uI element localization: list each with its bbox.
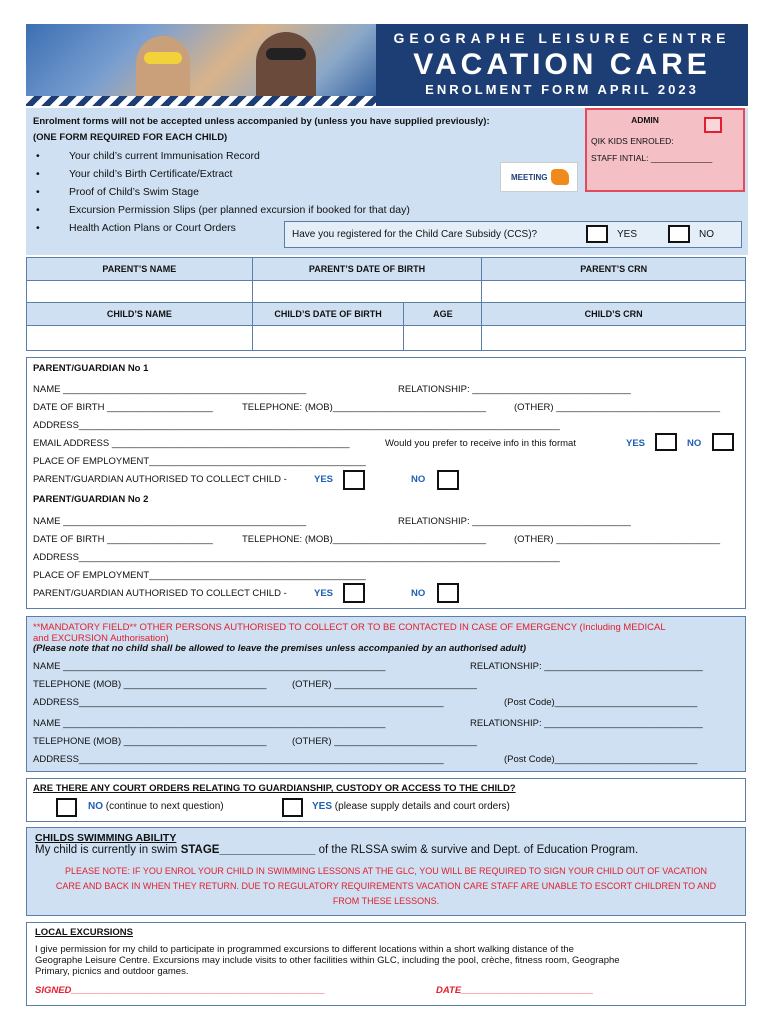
signed-field[interactable]: SIGNED________________________________________________ [35,985,326,996]
requirement-item: • Health Action Plans or Court Orders [69,222,236,234]
requirement-item: • Proof of Child’s Swim Stage [69,186,199,198]
swimming-line-b: of the RLSSA swim & survive and Dept. of Education Program. [318,844,639,856]
requirements-title: Enrolment forms will not be accepted unless accompanied by (unless you have supplied previously): [33,116,490,127]
header-childs-dob: CHILD’S DATE OF BIRTH [252,303,404,326]
guardian1-email-yes-checkbox[interactable] [655,433,677,451]
guardian1-dob[interactable]: DATE OF BIRTH ____________________ [33,402,213,413]
guardian2-other[interactable]: (OTHER) _______________________________ [514,534,721,545]
court-no-note: (continue to next question) [105,801,224,812]
guardian2-name[interactable]: NAME ______________________________________________ [33,516,307,527]
court-no-label: NO [88,801,103,812]
guardian1-email-yes-label: YES [626,438,646,449]
child-age-cell[interactable] [404,326,482,351]
parent-name-cell[interactable] [27,281,253,303]
admin-qik: QIK KIDS ENROLED: [591,136,674,146]
guardian1-email[interactable]: EMAIL ADDRESS _____________________________________________ [33,438,350,449]
date-field[interactable]: DATE_________________________ [436,985,594,996]
guardian1-authorised-no-checkbox[interactable] [437,470,459,490]
swimming-title: CHILDS SWIMMING ABILITY [35,832,177,844]
contact1-postcode[interactable]: (Post Code)___________________________ [504,697,698,708]
guardian1-name[interactable]: NAME ______________________________________________ [33,384,307,395]
header-parents-dob: PARENT’S DATE OF BIRTH [252,258,482,281]
guardian1-employment[interactable]: PLACE OF EMPLOYMENT_________________________________________ [33,456,366,467]
contact2-postcode[interactable]: (Post Code)___________________________ [504,754,698,765]
swimming-stage-field[interactable]: STAGE_______________ [180,844,316,856]
header-parents-name: PARENT’S NAME [27,258,253,281]
header-title: VACATION CARE [413,48,711,81]
child-name-cell[interactable] [27,326,253,351]
mandatory-heading-cont: and EXCURSION Authorisation) [33,633,169,644]
requirement-item: • Your child’s Birth Certificate/Extract [69,168,232,180]
guardian1-authorised-yes-label: YES [314,474,334,485]
mandatory-note: (Please note that no child shall be allowed to leave the premises unless accompanied by an authorised adult) [33,643,527,654]
contact1-name[interactable]: NAME _____________________________________________________________ [33,661,386,672]
australia-map-icon [551,169,569,185]
guardian1-authorised-yes-checkbox[interactable] [343,470,365,490]
contact2-other[interactable]: (OTHER) ___________________________ [292,736,477,747]
ccs-no-checkbox[interactable] [668,225,690,243]
child-crn-cell[interactable] [482,326,746,351]
parent-crn-cell[interactable] [482,281,746,303]
guardian2-address[interactable]: ADDRESS___________________________________________________________________________________________ [33,552,560,563]
guardian1-authorised: PARENT/GUARDIAN AUTHORISED TO COLLECT CHILD - [33,474,287,485]
court-orders-question: ARE THERE ANY COURT ORDERS RELATING TO GUARDIANSHIP, CUSTODY OR ACCESS TO THE CHILD? [33,783,516,794]
admin-title: ADMIN [631,115,659,125]
court-no-option [88,801,224,812]
guardian2-authorised-no-checkbox[interactable] [437,583,459,603]
admin-staff-initial: STAFF INTIAL: _____________ [591,153,713,163]
guardian2-authorised-no-label: NO [411,588,426,599]
guardian1-relationship[interactable]: RELATIONSHIP: ______________________________ [398,384,631,395]
parent-child-table [26,257,746,351]
guardian1-email-no-checkbox[interactable] [712,433,734,451]
header-age: AGE [404,303,482,326]
guardian2-authorised-yes-checkbox[interactable] [343,583,365,603]
header-childs-crn: CHILD’S CRN [482,303,746,326]
guardian2-employment[interactable]: PLACE OF EMPLOYMENT_________________________________________ [33,570,366,581]
excursions-title: LOCAL EXCURSIONS [35,927,134,938]
guardian2-telephone[interactable]: TELEPHONE: (MOB)_____________________________ [242,534,487,545]
requirement-item: • Your child’s current Immunisation Record [69,150,260,162]
ccs-question: Have you registered for the Child Care Subsidy (CCS)? [292,229,538,240]
guardian2-authorised-yes-label: YES [314,588,334,599]
logo-text: MEETING [511,173,548,182]
guardian2-title: PARENT/GUARDIAN No 2 [33,494,149,505]
swimming-stage-line [35,844,638,856]
excursions-text-2: Geographe Leisure Centre. Excursions may include visits to other facilities within GLC, including the pool, crèche, fitness room, Geographe [35,955,620,966]
admin-checkbox[interactable] [704,117,722,133]
contact1-other[interactable]: (OTHER) ___________________________ [292,679,477,690]
guardian1-email-no-label: NO [687,438,702,449]
swimming-note-1: PLEASE NOTE: IF YOU ENROL YOUR CHILD IN SWIMMING LESSONS AT THE GLC, YOU WILL BE REQUIRED TO SIGN YOUR CHILD OUT OF VACATION [65,866,707,876]
header-parents-crn: PARENT’S CRN [482,258,746,281]
court-yes-note: (please supply details and court orders) [334,801,510,812]
court-yes-label: YES [312,801,333,812]
contact2-relationship[interactable]: RELATIONSHIP: ______________________________ [470,718,703,729]
court-yes-option [312,801,510,812]
requirements-subtitle: (ONE FORM REQUIRED FOR EACH CHILD) [33,132,228,143]
guardian1-email-question: Would you prefer to receive info in this format [385,438,576,449]
requirement-item: • Excursion Permission Slips (per planned excursion if booked for that day) [69,204,410,216]
header-stripes [26,96,376,106]
ccs-no-label: NO [699,229,714,240]
child-dob-cell[interactable] [252,326,404,351]
header-centre-name: GEOGRAPHE LEISURE CENTRE [393,30,731,46]
guardian2-authorised: PARENT/GUARDIAN AUTHORISED TO COLLECT CHILD - [33,588,287,599]
guardian1-authorised-no-label: NO [411,474,426,485]
guardian1-telephone[interactable]: TELEPHONE: (MOB)_____________________________ [242,402,487,413]
guardian1-other[interactable]: (OTHER) _______________________________ [514,402,721,413]
parent-dob-cell[interactable] [252,281,482,303]
swimming-note-3: FROM THESE LESSONS. [332,896,440,906]
contact1-telephone[interactable]: TELEPHONE (MOB) ___________________________ [33,679,267,690]
contact1-address[interactable]: ADDRESS_____________________________________________________________________ [33,697,444,708]
contact1-relationship[interactable]: RELATIONSHIP: ______________________________ [470,661,703,672]
header-subtitle: ENROLMENT FORM APRIL 2023 [425,82,699,97]
guardian1-address[interactable]: ADDRESS___________________________________________________________________________________________ [33,420,560,431]
swimming-line-a: My child is currently in swim [35,844,178,856]
contact2-address[interactable]: ADDRESS_____________________________________________________________________ [33,754,444,765]
header-photo [26,24,376,106]
ccs-yes-checkbox[interactable] [586,225,608,243]
contact2-telephone[interactable]: TELEPHONE (MOB) ___________________________ [33,736,267,747]
contact2-name[interactable]: NAME _____________________________________________________________ [33,718,386,729]
mandatory-heading: **MANDATORY FIELD** OTHER PERSONS AUTHORISED TO COLLECT OR TO BE CONTACTED IN CASE OF EMERGENCY (Including MEDICAL [33,622,666,633]
guardian2-relationship[interactable]: RELATIONSHIP: ______________________________ [398,516,631,527]
court-no-checkbox[interactable] [56,798,77,817]
swimming-note-2: CARE AND BACK IN WHEN THEY RETURN. DUE TO REGULATORY REQUIREMENTS VACATION CARE STAFF ARE UNABLE TO ESCORT CHILDREN TO AND [55,881,717,891]
guardian1-title: PARENT/GUARDIAN No 1 [33,363,149,374]
guardian2-dob[interactable]: DATE OF BIRTH ____________________ [33,534,213,545]
header-childs-name: CHILD’S NAME [27,303,253,326]
court-yes-checkbox[interactable] [282,798,303,817]
ccs-yes-label: YES [617,229,638,240]
excursions-text-3: Primary, picnics and outdoor games. [35,966,189,977]
excursions-text-1: I give permission for my child to participate in programmed excursions to different locations within a short walking distance of the [35,944,574,955]
meeting-logo [500,162,578,192]
